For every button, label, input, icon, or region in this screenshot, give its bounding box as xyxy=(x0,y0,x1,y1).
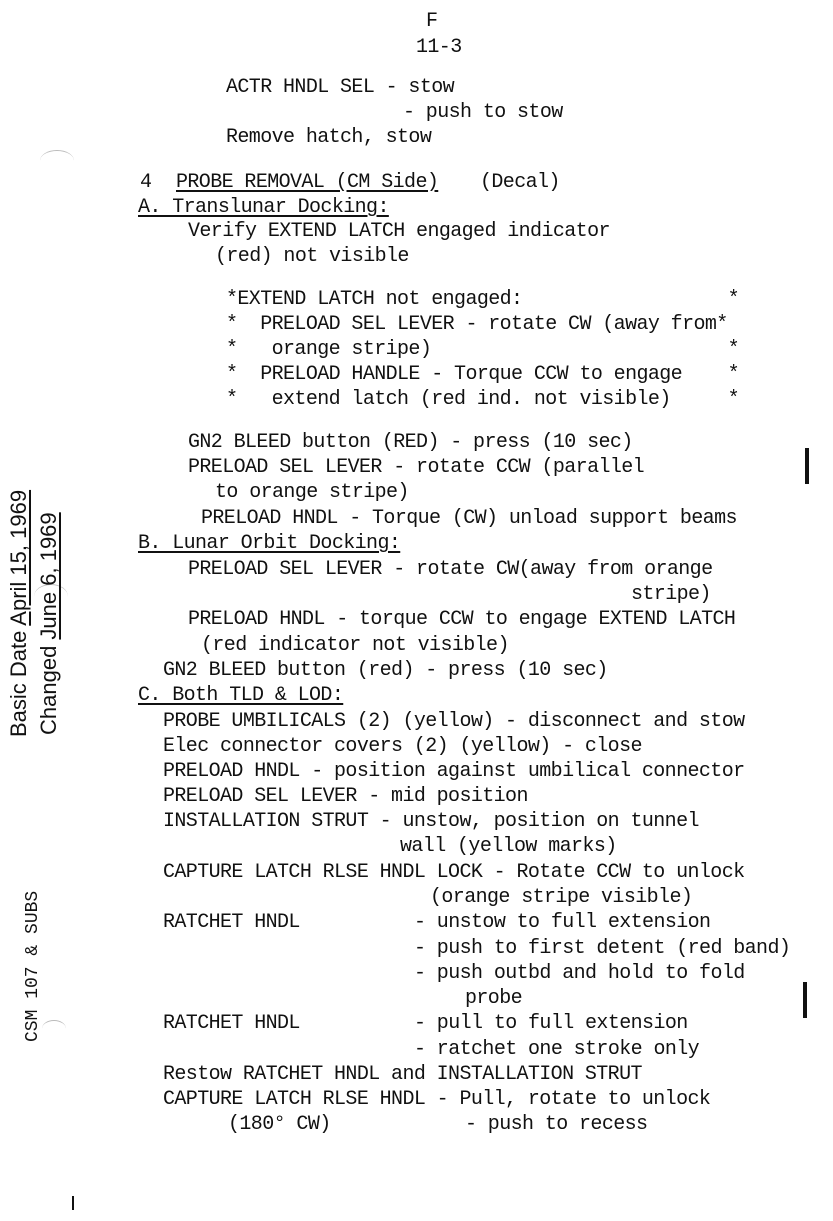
text-line: probe xyxy=(465,987,523,1010)
text-line: wall (yellow marks) xyxy=(400,835,617,858)
text-line: - push to first detent (red band) xyxy=(414,937,791,960)
basic-date-value: April 15, 1969 xyxy=(6,489,31,626)
subsection-b-title: B. Lunar Orbit Docking: xyxy=(138,532,401,555)
text-line: ACTR HNDL SEL - stow xyxy=(226,76,455,99)
text-line: CAPTURE LATCH RLSE HNDL LOCK - Rotate CCW to unlock xyxy=(163,861,745,884)
text-line: PRELOAD SEL LEVER - mid position xyxy=(163,785,528,808)
text-line: to orange stripe) xyxy=(215,481,409,504)
star-line: * PRELOAD HANDLE - Torque CCW to engage * xyxy=(226,363,740,386)
text-line: - pull to full extension xyxy=(414,1012,688,1035)
subsection-a-title: A. Translunar Docking: xyxy=(138,196,389,219)
text-line: CAPTURE LATCH RLSE HNDL - Pull, rotate to unlock xyxy=(163,1088,711,1111)
scan-smudge xyxy=(40,150,74,171)
text-line: (180° CW) xyxy=(228,1113,331,1136)
changed-label: Changed xyxy=(36,645,61,735)
text-line: PRELOAD SEL LEVER - rotate CW(away from orange xyxy=(188,558,713,581)
text-line: - push to recess xyxy=(465,1113,648,1136)
change-bar xyxy=(805,448,809,484)
text-line: PRELOAD HNDL - Torque (CW) unload support beams xyxy=(201,507,737,530)
margin-mark xyxy=(72,1196,74,1210)
text-line: GN2 BLEED button (RED) - press (10 sec) xyxy=(188,431,633,454)
subsection-c-title: C. Both TLD & LOD: xyxy=(138,684,344,707)
text-line: Verify EXTEND LATCH engaged indicator xyxy=(188,220,610,243)
star-line: * extend latch (red ind. not visible) * xyxy=(226,388,740,411)
page-number: 11-3 xyxy=(416,36,462,59)
text-line: PRELOAD HNDL - position against umbilical connector xyxy=(163,760,745,783)
changed-value: June 6, 1969 xyxy=(36,512,61,640)
text-line: PRELOAD SEL LEVER - rotate CCW (parallel xyxy=(188,456,645,479)
text-line: (red indicator not visible) xyxy=(201,634,509,657)
text-line: GN2 BLEED button (red) - press (10 sec) xyxy=(163,659,608,682)
text-line: - ratchet one stroke only xyxy=(414,1038,700,1061)
star-line: *EXTEND LATCH not engaged: * xyxy=(226,288,740,311)
text-line: INSTALLATION STRUT - unstow, position on tunnel xyxy=(163,810,699,833)
text-line: Restow RATCHET HNDL and INSTALLATION STRUT xyxy=(163,1063,642,1086)
text-line: stripe) xyxy=(631,583,711,606)
text-line: - push to stow xyxy=(403,101,563,124)
changed-date xyxy=(36,512,62,735)
section-number: 4 xyxy=(140,171,152,194)
text-line: PRELOAD HNDL - torque CCW to engage EXTEND LATCH xyxy=(188,608,736,631)
star-line: * PRELOAD SEL LEVER - rotate CW (away from* xyxy=(226,313,728,336)
star-line: * orange stripe) * xyxy=(226,338,740,361)
text-line: Remove hatch, stow xyxy=(226,126,432,149)
text-line: RATCHET HNDL xyxy=(163,1012,300,1035)
text-line: RATCHET HNDL xyxy=(163,911,300,934)
scan-smudge xyxy=(42,1020,66,1037)
basic-date xyxy=(6,490,32,737)
text-line: (orange stripe visible) xyxy=(430,886,693,909)
csm-label: CSM 107 & SUBS xyxy=(23,890,43,1042)
change-bar xyxy=(803,982,807,1018)
basic-date-label: Basic Date xyxy=(6,630,31,737)
page-letter: F xyxy=(426,10,438,33)
text-line: - push outbd and hold to fold xyxy=(414,962,745,985)
section-suffix: (Decal) xyxy=(480,171,560,194)
text-line: - unstow to full extension xyxy=(414,911,711,934)
text-line: Elec connector covers (2) (yellow) - close xyxy=(163,735,642,758)
text-line: PROBE UMBILICALS (2) (yellow) - disconnect and stow xyxy=(163,710,745,733)
text-line: (red) not visible xyxy=(215,245,409,268)
section-title: PROBE REMOVAL (CM Side) xyxy=(176,171,439,194)
